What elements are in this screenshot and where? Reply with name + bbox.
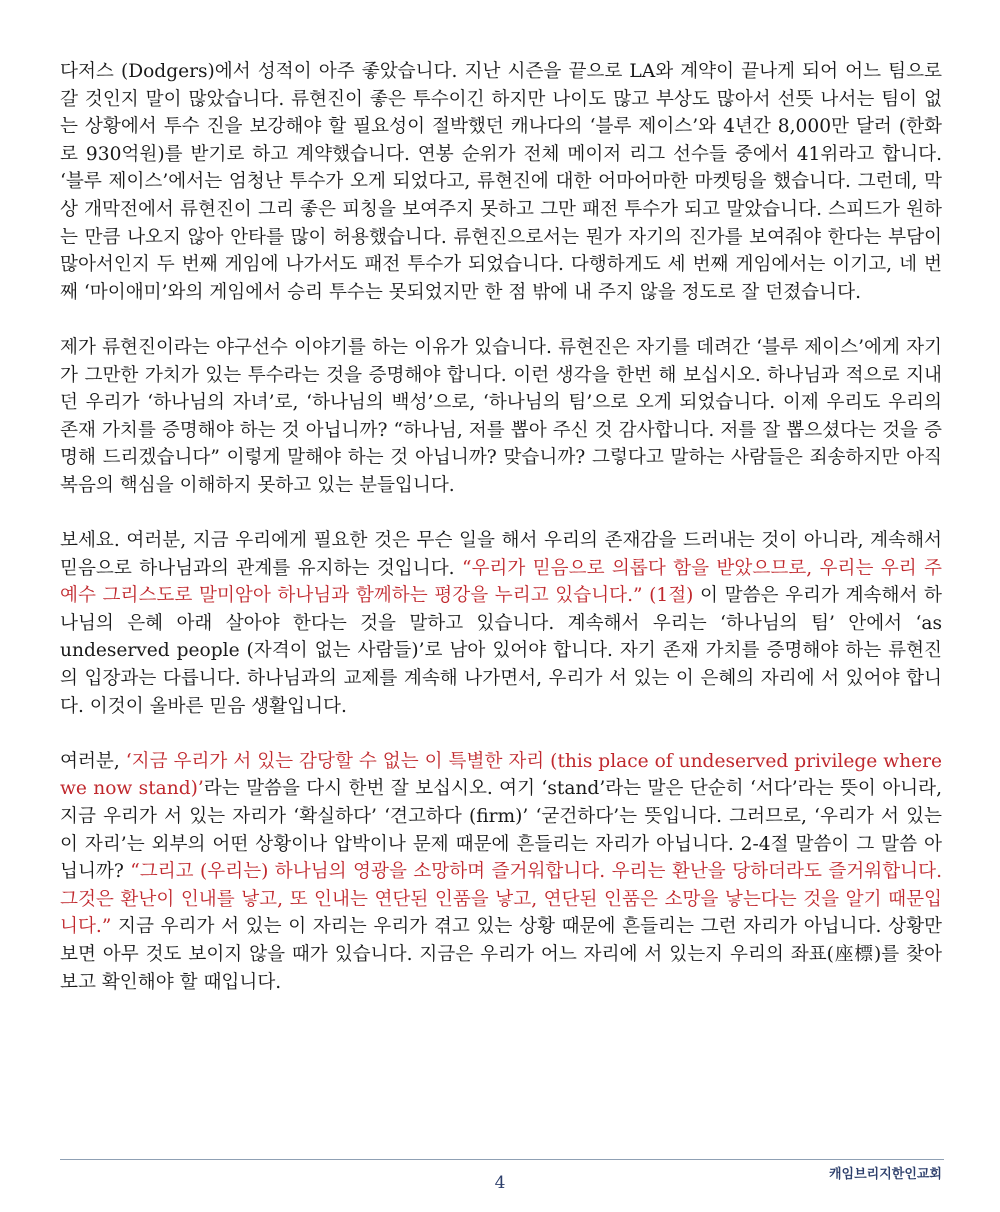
paragraph-3 [60, 527, 942, 720]
scripture-quote: “우리가 믿음으로 의롭다 함을 받았으므로, 우리는 우리 주 예수 그리스도로 말미암아 하나님과 함께하는 평강을 누리고 있습니다.” (1절) [60, 557, 943, 607]
text-segment: 제가 류현진이라는 야구선수 이야기를 하는 이유가 있습니다. 류현진은 자기를 데려간 ‘블루 제이스’에게 자기가 그만한 가치가 있는 투수라는 것을 증명해야 합니다. 이런 생각을 한번 해 보십시오. 하나님과 적으로 지내던 우리가 ‘하나님의 자녀’로, ‘하나님의 백성’으로, ‘하나님의 팀’으로 오게 되었습니다. 이제 우리도 우리의 존재 가치를 증명해야 하는 것 아닙니까? “하나님, 저를 뽑아 주신 것 감사합니다. 저를 잘 뽑으셨다는 것을 증명해 드리겠습니다” 이렇게 말해야 하는 것 아닙니까? 맞습니까? 그렇다고 말하는 사람들은 죄송하지만 아직 복음의 핵심을 이해하지 못하고 있는 분들입니다. [60, 336, 942, 496]
text-segment: 라는 말씀을 다시 한번 잘 보십시오. 여기 ‘stand’라는 말은 단순히 ‘서다’라는 뜻이 아니라, 지금 우리가 서 있는 자리가 ‘확실하다’ ‘견고하다 (firm)’ ‘굳건하다’는 뜻입니다. 그러므로, ‘우리가 서 있는 이 자리’는 외부의 어떤 상황이나 압박이나 문제 때문에 흔들리는 자리가 아닙니다. 2-4절 말씀이 그 말씀 아닙니까? [60, 778, 942, 883]
scripture-quote: ‘지금 우리가 서 있는 감당할 수 없는 이 특별한 자리 (this place of undeserved privilege where we now stand)’ [60, 750, 942, 800]
text-segment: 이 말씀은 우리가 계속해서 하나님의 은혜 아래 살아야 한다는 것을 말하고 있습니다. 계속해서 우리는 ‘하나님의 팀’ 안에서 ‘as undeserved people (자격이 없는 사람들)’로 남아 있어야 합니다. 자기 존재 가치를 증명해야 하는 류현진의 입장과는 다릅니다. 하나님과의 교제를 계속해 나가면서, 우리가 서 있는 이 은혜의 자리에 서 있어야 합니다. 이것이 올바른 믿음 생활입니다. [60, 585, 942, 717]
paragraph-4 [60, 748, 942, 996]
church-name: 캐임브리지한인교회 [828, 1167, 942, 1182]
text-segment: 여러분, [60, 750, 126, 772]
paragraph-2 [60, 334, 942, 500]
text-segment: 다저스 (Dodgers)에서 성적이 아주 좋았습니다. 지난 시즌을 끝으로 LA와 계약이 끝나게 되어 어느 팀으로 갈 것인지 말이 많았습니다. 류현진이 좋은 투수이긴 하지만 나이도 많고 부상도 많아서 선뜻 나서는 팀이 없는 상황에서 투수 진을 보강해야 할 필요성이 절박했던 캐나다의 ‘블루 제이스’와 4년간 8,000만 달러 (한화로 930억원)를 받기로 하고 계약했습니다. 연봉 순위가 전체 메이저 리그 선수들 중에서 41위라고 합니다. ‘블루 제이스’에서는 엄청난 투수가 오게 되었다고, 류현진에 대한 어마어마한 마켓팅을 했습니다. 그런데, 막상 개막전에서 류현진이 그리 좋은 피칭을 보여주지 못하고 그만 패전 투수가 되고 말았습니다. 스피드가 원하는 만큼 나오지 않아 안타를 많이 허용했습니다. 류현진으로서는 뭔가 자기의 진가를 보여줘야 한다는 부담이 많아서인지 두 번째 게임에 나가서도 패전 투수가 되었습니다. 다행하게도 세 번째 게임에서는 이기고, 네 번째 ‘마이애미’와의 게임에서 승리 투수는 못되었지만 한 점 밖에 내 주지 않을 정도로 잘 던졌습니다. [60, 61, 942, 303]
text-segment: 보세요. 여러분, 지금 우리에게 필요한 것은 무슨 일을 해서 우리의 존재감을 드러내는 것이 아니라, 계속해서 믿음으로 하나님과의 관계를 유지하는 것입니다. [60, 530, 942, 579]
page-number: 4 [494, 1173, 506, 1193]
paragraph-1 [60, 58, 942, 306]
scripture-quote: “그리고 (우리는) 하나님의 영광을 소망하며 즐거워합니다. 우리는 환난을 당하더라도 즐거워합니다. 그것은 환난이 인내를 낳고, 또 인내는 연단된 인품을 낳고, 연단된 인품은 소망을 낳는다는 것을 알기 때문입니다.” [60, 861, 943, 938]
footer-divider [60, 1159, 944, 1160]
document-body [60, 58, 942, 996]
text-segment: 지금 우리가 서 있는 이 자리는 우리가 겪고 있는 상황 때문에 흔들리는 그런 자리가 아닙니다. 상황만 보면 아무 것도 보이지 않을 때가 있습니다. 지금은 우리가 어느 자리에 서 있는지 우리의 좌표(座標)를 찾아보고 확인해야 할 때입니다. [60, 916, 942, 993]
